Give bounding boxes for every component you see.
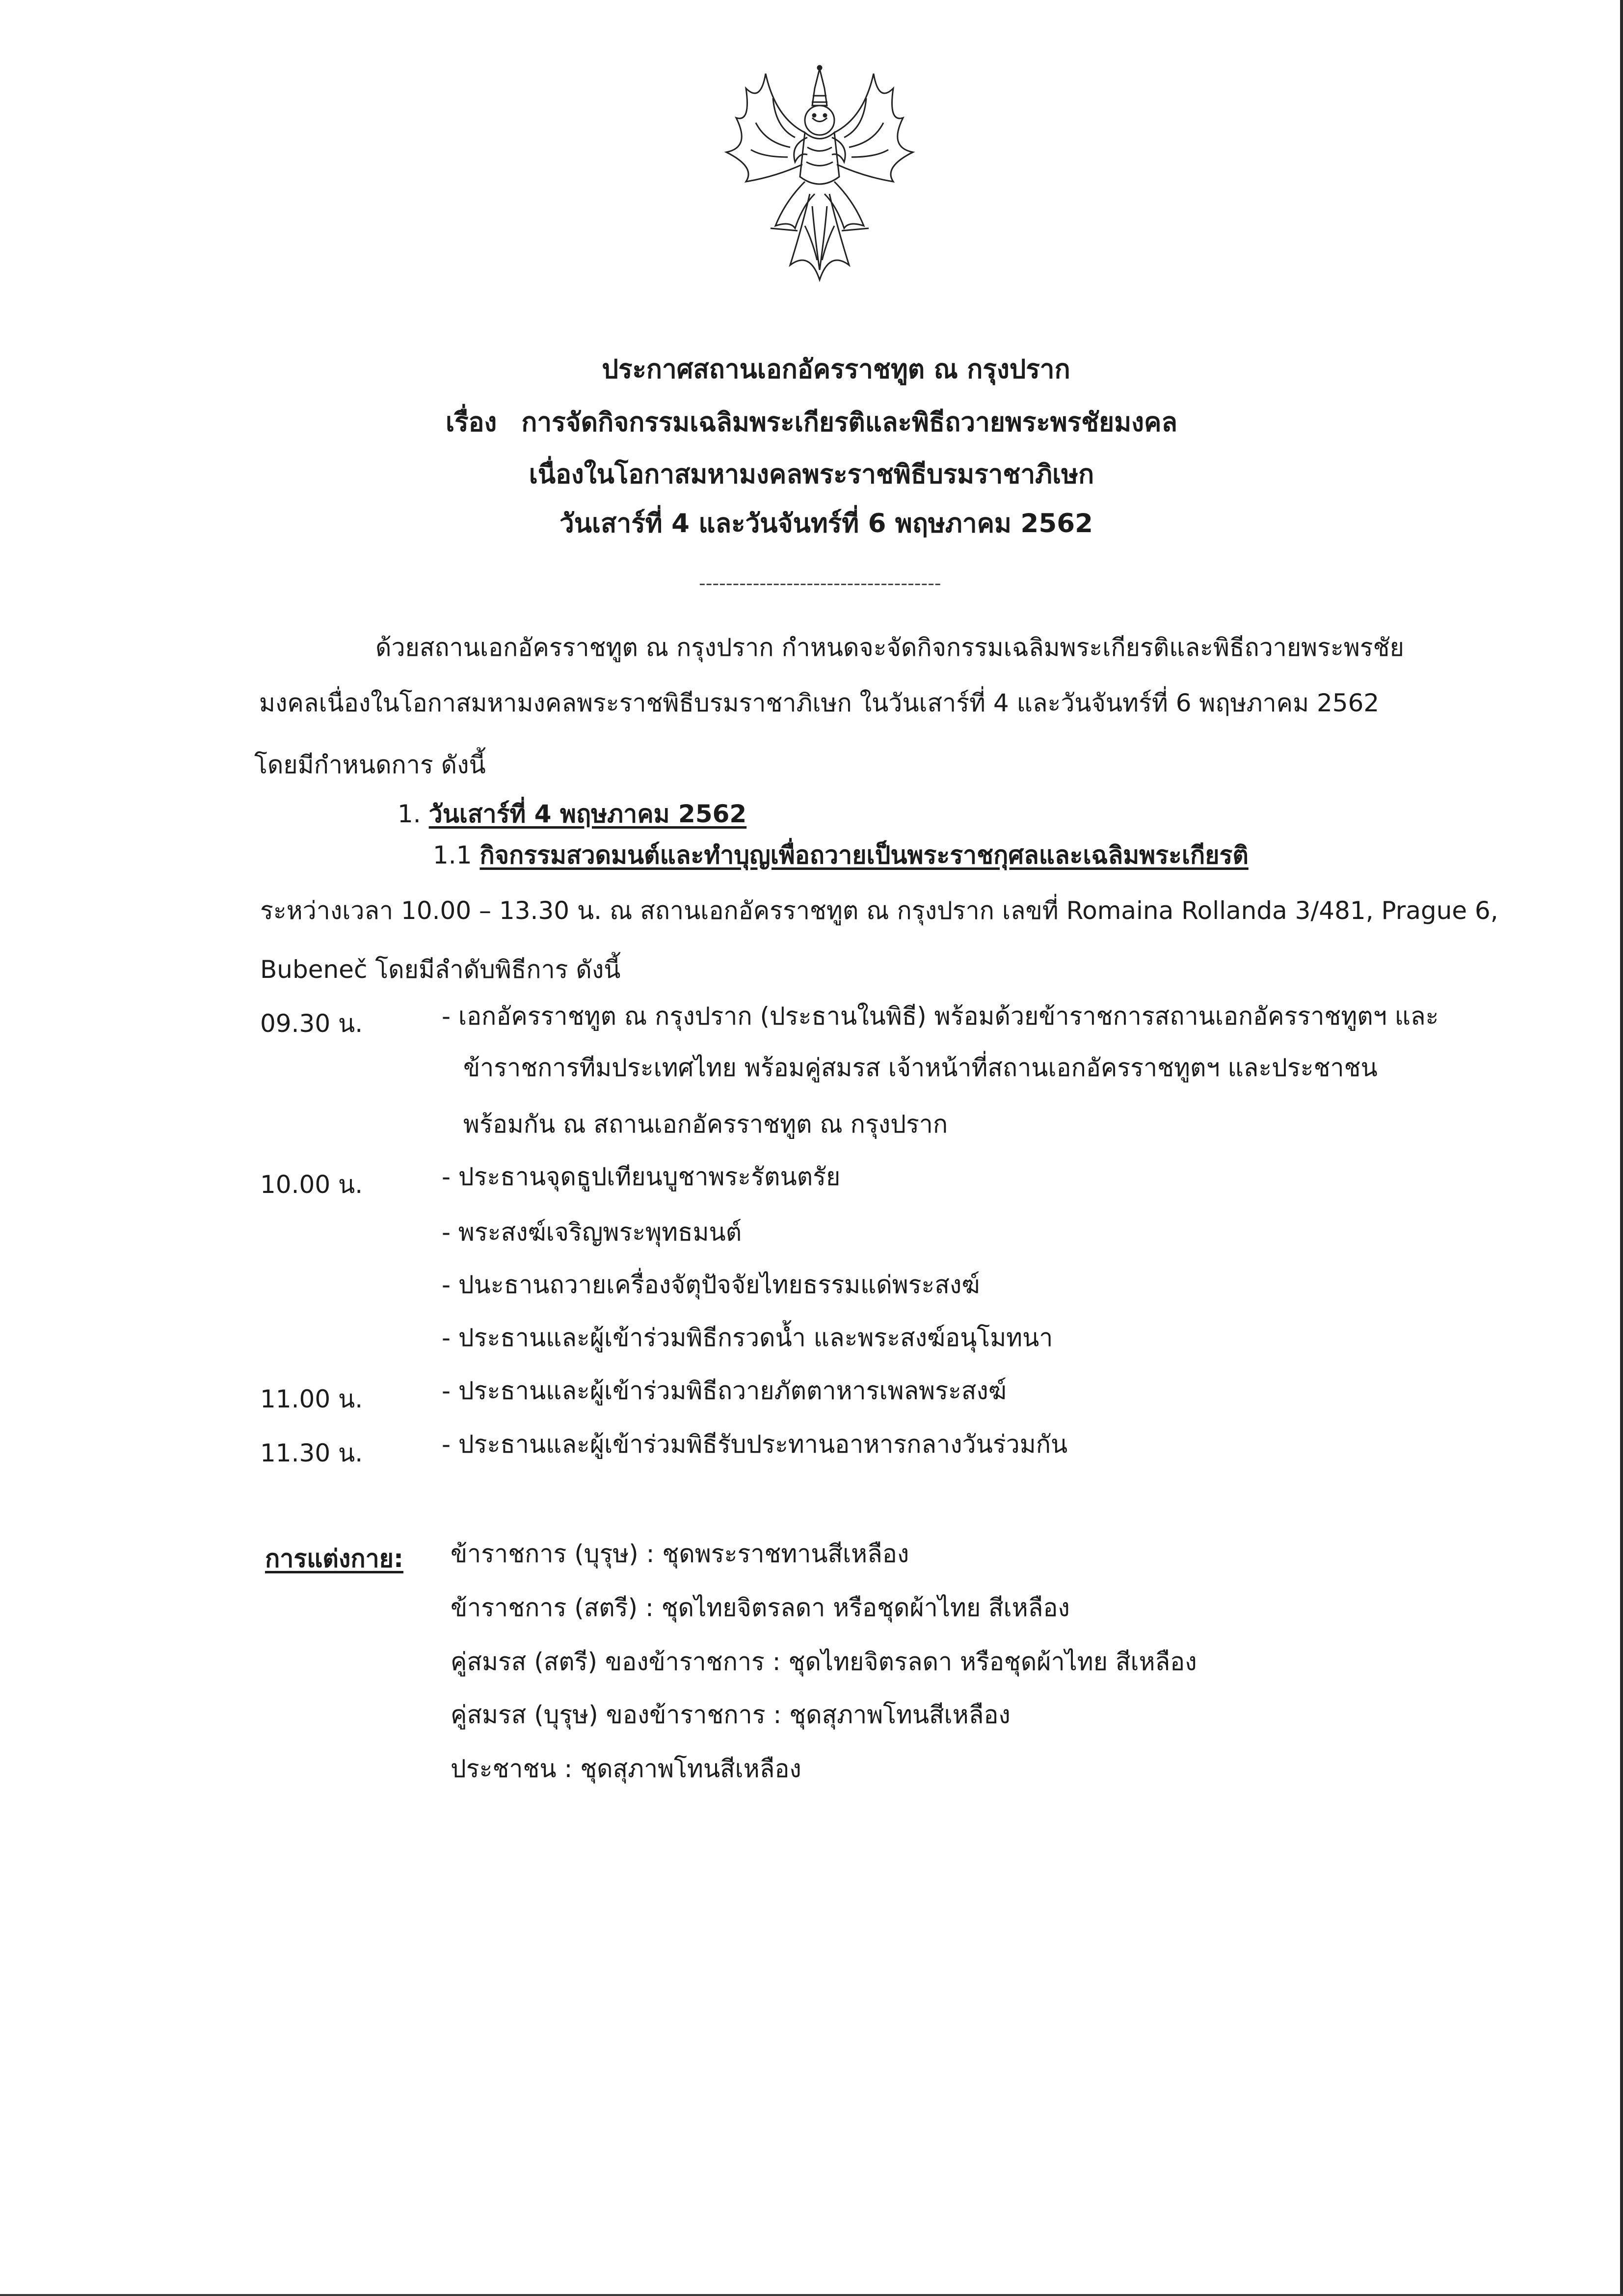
dress-code-item: ข้าราชการ (บุรุษ) : ชุดพระราชทานสีเหลือง: [451, 1540, 909, 1568]
venue-line-2: Bubeneč โดยมีลำดับพิธีการ ดังนี้: [260, 955, 621, 984]
announcement-title: ประกาศสถานเอกอัครราชทูต ณ กรุงปราก: [602, 354, 1070, 384]
subject-label: เรื่อง: [446, 407, 497, 437]
intro-line-1: ด้วยสถานเอกอัครราชทูต ณ กรุงปราก กำหนดจะจัดกิจกรรมเฉลิมพระเกียรติและพิธีถวายพระพรชัย: [375, 633, 1404, 662]
schedule-item: - ประธานและผู้เข้าร่วมพิธีถวายภัตตาหารเพลพระสงฆ์: [442, 1377, 1007, 1405]
schedule-item: - ประธานและผู้เข้าร่วมพิธีกรวดน้ำ และพระสงฆ์อนุโมทนา: [442, 1324, 1053, 1352]
schedule-item-cont: พร้อมกัน ณ สถานเอกอัครราชทูต ณ กรุงปราก: [463, 1110, 948, 1138]
schedule-item: - ปนะธานถวายเครื่องจัตุปัจจัยไทยธรรมแด่พระสงฆ์: [442, 1270, 980, 1299]
venue-line-1: ระหว่างเวลา 10.00 – 13.30 น. ณ สถานเอกอัครราชทูต ณ กรุงปราก เลขที่ Romaina Rollanda 3/481, Prague 6,: [260, 896, 1498, 925]
section-1-date: วันเสาร์ที่ 4 พฤษภาคม 2562: [428, 800, 747, 828]
section-1-1-title: กิจกรรมสวดมนต์และทำบุญเพื่อถวายเป็นพระราชกุศลและเฉลิมพระเกียรติ: [479, 841, 1249, 869]
schedule-time-3: 11.00 น.: [260, 1385, 363, 1413]
schedule-time-4: 11.30 น.: [260, 1439, 363, 1467]
scan-edge-bottom: [0, 2294, 1623, 2296]
subject-line-3: วันเสาร์ที่ 4 และวันจันทร์ที่ 6 พฤษภาคม 2562: [559, 509, 1093, 539]
intro-line-3: โดยมีกำหนดการ ดังนี้: [254, 751, 486, 779]
subject-line-1: [0, 409, 1623, 435]
subject-text: การจัดกิจกรรมเฉลิมพระเกียรติและพิธีถวายพระพรชัยมงคล: [521, 407, 1177, 437]
garuda-emblem-icon: [717, 59, 923, 290]
schedule-item-cont: ข้าราชการทีมประเทศไทย พร้อมคู่สมรส เจ้าหน้าที่สถานเอกอัครราชทูตฯ และประชาชน: [463, 1053, 1378, 1082]
dress-code-label: [265, 1546, 403, 1571]
schedule-time-1: 09.30 น.: [260, 1009, 363, 1038]
section-1-1-number: 1.1: [433, 841, 472, 869]
schedule-item: - ประธานและผู้เข้าร่วมพิธีรับประทานอาหารกลางวันร่วมกัน: [442, 1430, 1068, 1459]
intro-line-2: มงคลเนื่องในโอกาสมหามงคลพระราชพิธีบรมราชาภิเษก ในวันเสาร์ที่ 4 และวันจันทร์ที่ 6 พฤษภาคม 2562: [259, 689, 1380, 717]
dress-code-item: ประชาชน : ชุดสุภาพโทนสีเหลือง: [451, 1755, 801, 1783]
schedule-item: - พระสงฆ์เจริญพระพุทธมนต์: [442, 1218, 742, 1246]
section-1-heading: [398, 802, 746, 826]
dress-code-label-text: การแต่งกาย:: [265, 1544, 403, 1573]
dress-code-item: คู่สมรส (สตรี) ของข้าราชการ : ชุดไทยจิตรลดา หรือชุดผ้าไทย สีเหลือง: [451, 1648, 1197, 1676]
dress-code-item: คู่สมรส (บุรุษ) ของข้าราชการ : ชุดสุภาพโทนสีเหลือง: [451, 1701, 1011, 1729]
schedule-item: - ประธานจุดธูปเทียนบูชาพระรัตนตรัย: [442, 1162, 841, 1191]
schedule-time-2: 10.00 น.: [260, 1170, 363, 1199]
subject-line-2: เนื่องในโอกาสมหามงคลพระราชพิธีบรมราชาภิเษก: [529, 459, 1094, 489]
section-1-number: 1.: [398, 800, 421, 828]
scan-edge-right: [1620, 0, 1623, 2296]
dress-code-item: ข้าราชการ (สตรี) : ชุดไทยจิตรลดา หรือชุดผ้าไทย สีเหลือง: [451, 1594, 1070, 1622]
divider-dashes: ------------------------------------: [699, 572, 941, 594]
schedule-item: - เอกอัครราชทูต ณ กรุงปราก (ประธานในพิธี) พร้อมด้วยข้าราชการสถานเอกอัครราชทูตฯ และ: [442, 1002, 1439, 1030]
section-1-1-heading: [433, 843, 1249, 867]
